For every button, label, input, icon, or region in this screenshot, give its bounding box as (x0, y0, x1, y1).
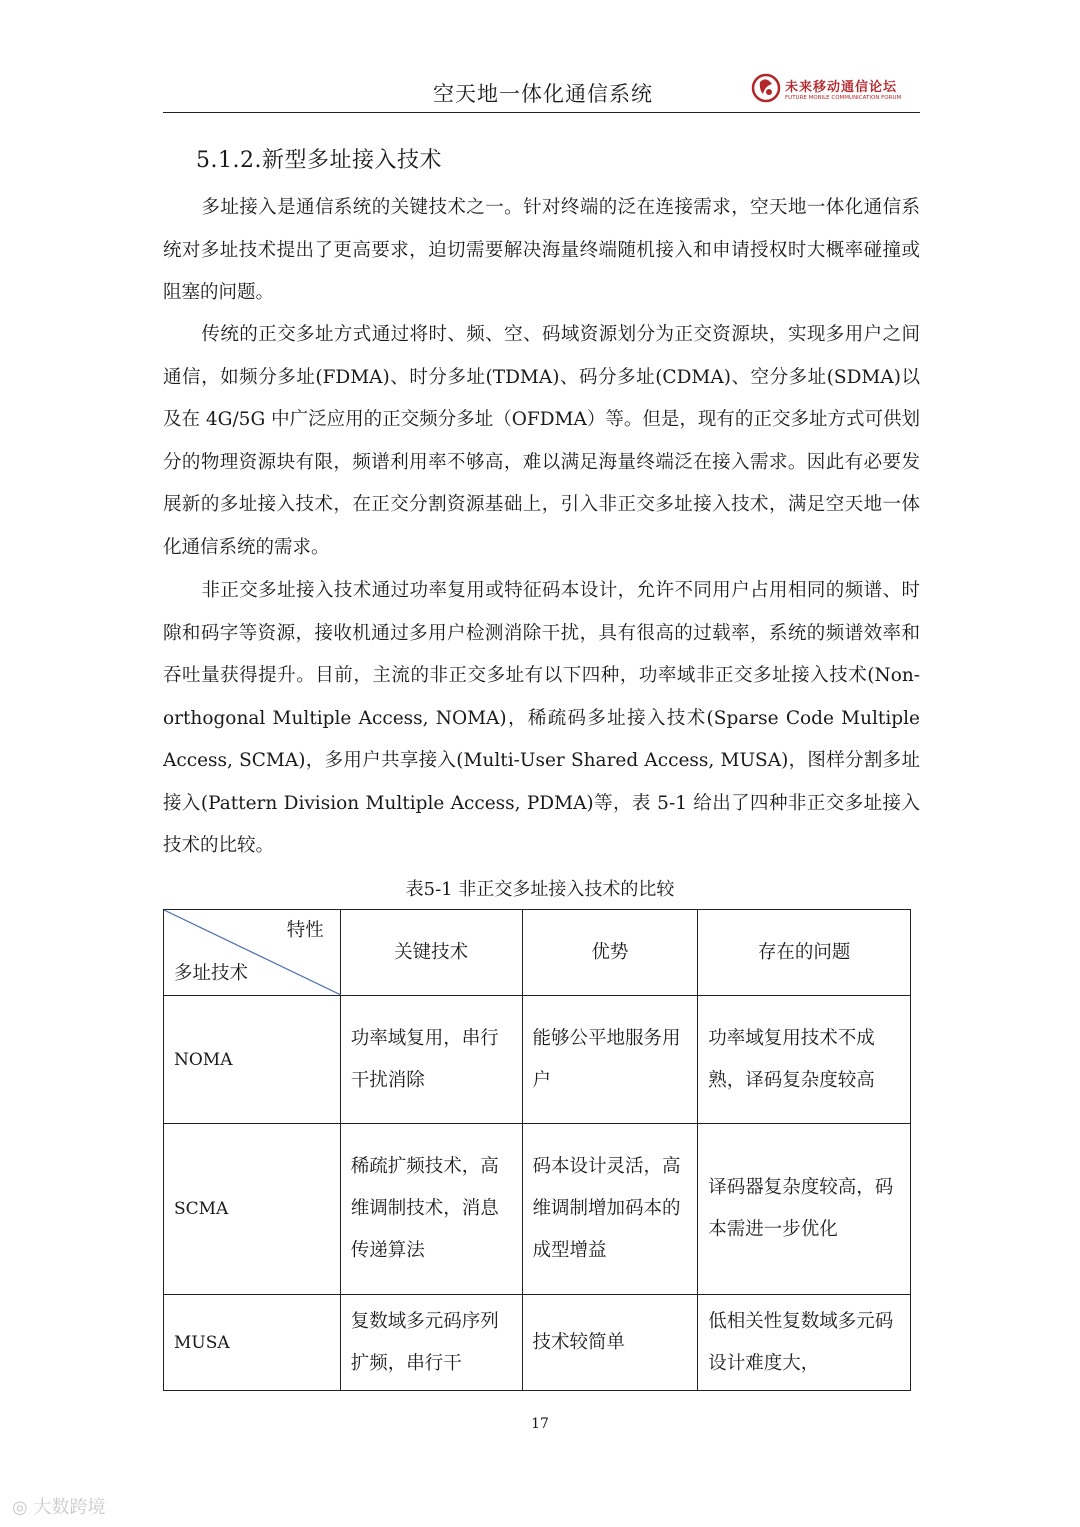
table-row (164, 1295, 911, 1391)
corner-cell (164, 910, 341, 996)
row-name: SCMA (164, 1124, 341, 1295)
logo-subtext: FUTURE MOBILE COMMUNICATION FORUM (785, 95, 902, 101)
page-number: 17 (531, 1416, 549, 1432)
header-title: 空天地一体化通信系统 (433, 82, 653, 106)
watermark-icon: ◎ (12, 1497, 28, 1518)
header-key-tech: 关键技术 (340, 910, 522, 996)
row-key-tech: 功率域复用，串行干扰消除 (340, 996, 522, 1124)
header-issues: 存在的问题 (698, 910, 911, 996)
row-advantage: 能够公平地服务用户 (522, 996, 698, 1124)
row-advantage: 技术较简单 (522, 1295, 698, 1391)
forum-logo (751, 72, 921, 108)
row-name: MUSA (164, 1295, 341, 1391)
comparison-table (163, 909, 911, 1391)
row-issues: 功率域复用技术不成熟，译码复杂度较高 (698, 996, 911, 1124)
row-key-tech: 复数域多元码序列扩频，串行干 (340, 1295, 522, 1391)
watermark-text: 大数跨境 (33, 1497, 106, 1518)
paragraph-2: 传统的正交多址方式通过将时、频、空、码域资源划分为正交资源块，实现多用户之间通信，如频分多址(FDMA)、时分多址(TDMA)、码分多址(CDMA)、空分多址(SDMA)以及在 4G/5G 中广泛应用的正交频分多址（OFDMA）等。但是，现有的正交多址方式可供划分的物理资源块有限，频谱利用率不够高，难以满足海量终端泛在接入需求。因此有必要发展新的多址接入技术，在正交分割资源基础上，引入非正交多址接入技术，满足空天地一体化通信系统的需求。 (163, 324, 920, 558)
header-advantage: 优势 (522, 910, 698, 996)
table-header-row (164, 910, 911, 996)
table-row (164, 1124, 911, 1295)
section-title: 5.1.2.新型多址接入技术 (196, 148, 442, 173)
row-name: NOMA (164, 996, 341, 1124)
row-key-tech: 稀疏扩频技术，高维调制技术，消息传递算法 (340, 1124, 522, 1295)
logo-text: 未来移动通信论坛 (785, 80, 898, 95)
table-row (164, 996, 911, 1124)
forum-logo-icon (751, 72, 781, 104)
row-issues: 低相关性复数域多元码设计难度大， (698, 1295, 911, 1391)
corner-bottom-label: 多址技术 (174, 963, 249, 984)
row-advantage: 码本设计灵活，高维调制增加码本的成型增益 (522, 1124, 698, 1295)
paragraph-1: 多址接入是通信系统的关键技术之一。针对终端的泛在连接需求，空天地一体化通信系统对多址技术提出了更高要求，迫切需要解决海量终端随机接入和申请授权时大概率碰撞或阻塞的问题。 (163, 197, 920, 303)
corner-top-label: 特性 (286, 920, 324, 941)
watermark (12, 1493, 105, 1519)
table-caption: 表5-1 非正交多址接入技术的比较 (405, 879, 675, 900)
paragraph-3: 非正交多址接入技术通过功率复用或特征码本设计，允许不同用户占用相同的频谱、时隙和码字等资源，接收机通过多用户检测消除干扰，具有很高的过载率，系统的频谱效率和吞吐量获得提升。目前，主流的非正交多址有以下四种，功率域非正交多址接入技术(Non-orthogonal Multiple Access, NOMA)，稀疏码多址接入技术(Sparse Code Multiple Access, SCMA)，多用户共享接入(Multi-User Shared Access, MUSA)，图样分割多址接入(Pattern Division Multiple Access, PDMA)等，表 5-1 给出了四种非正交多址接入技术的比较。 (163, 580, 920, 856)
row-issues: 译码器复杂度较高，码本需进一步优化 (698, 1124, 911, 1295)
page-header (163, 64, 920, 113)
